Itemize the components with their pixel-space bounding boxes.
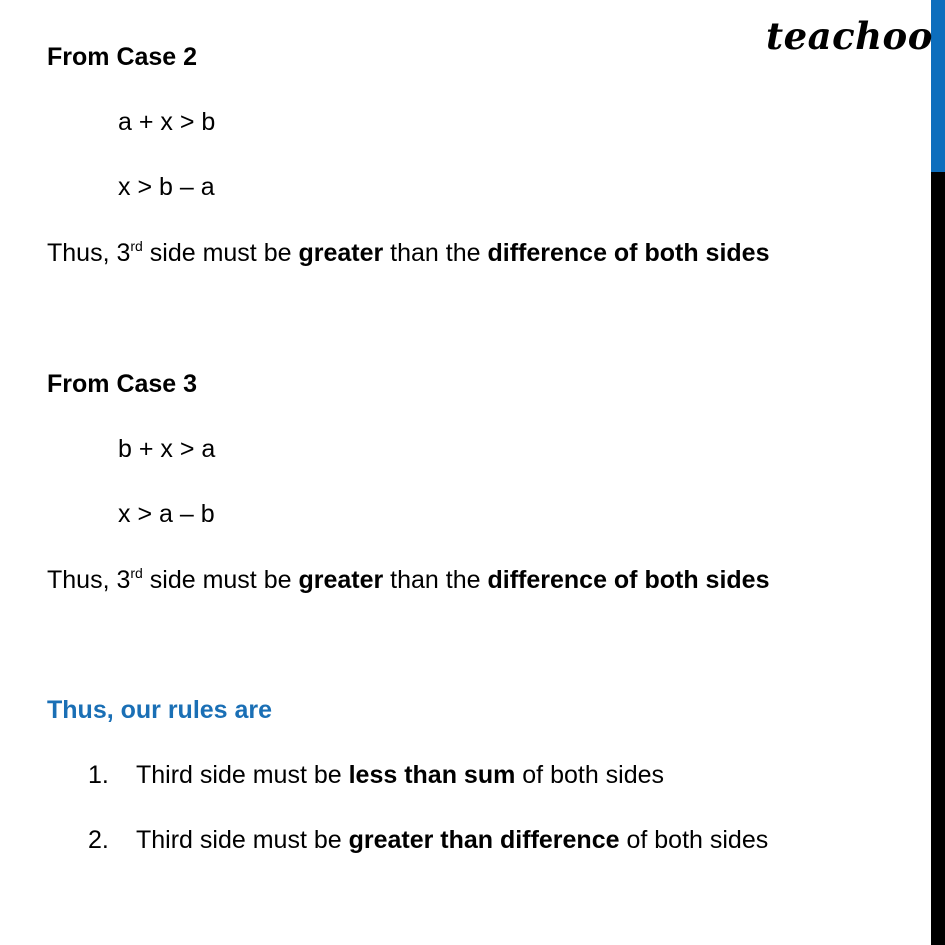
conclusion-bold-difference: difference of both sides: [487, 566, 770, 594]
side-bar-accent: [931, 0, 945, 172]
case3-conclusion: [47, 565, 769, 595]
rule-item-1: [88, 760, 664, 790]
conclusion-bold-difference: difference of both sides: [487, 239, 770, 267]
case2-equation-2: x > b – a: [118, 173, 215, 201]
teachoo-logo: teachoo: [766, 14, 933, 58]
rule-bold: greater than difference: [348, 826, 620, 854]
conclusion-pre: Thus, 3: [47, 239, 131, 267]
rule-bold: less than sum: [348, 761, 516, 789]
rule-post: of both sides: [619, 826, 769, 854]
rule-pre: Third side must be: [136, 826, 349, 854]
rule-number: 2.: [88, 826, 109, 854]
case3-equation-1: b + x > a: [118, 435, 216, 463]
conclusion-pre: Thus, 3: [47, 566, 131, 594]
rules-heading: Thus, our rules are: [47, 696, 273, 724]
case2-equation-1: a + x > b: [118, 108, 216, 136]
rule-number: 1.: [88, 761, 109, 789]
conclusion-mid2: than the: [383, 239, 488, 267]
conclusion-mid: side must be: [142, 566, 299, 594]
ordinal-suffix: rd: [130, 565, 143, 581]
conclusion-bold-greater: greater: [298, 566, 384, 594]
case2-heading: From Case 2: [47, 43, 198, 71]
rule-item-2: [88, 825, 768, 855]
rule-post: of both sides: [515, 761, 665, 789]
conclusion-mid: side must be: [142, 239, 299, 267]
rule-pre: Third side must be: [136, 761, 349, 789]
case2-conclusion: [47, 238, 769, 268]
case3-equation-2: x > a – b: [118, 500, 215, 528]
side-bar: [931, 0, 945, 945]
conclusion-bold-greater: greater: [298, 239, 384, 267]
case3-heading: From Case 3: [47, 370, 198, 398]
ordinal-suffix: rd: [130, 238, 143, 254]
conclusion-mid2: than the: [383, 566, 488, 594]
